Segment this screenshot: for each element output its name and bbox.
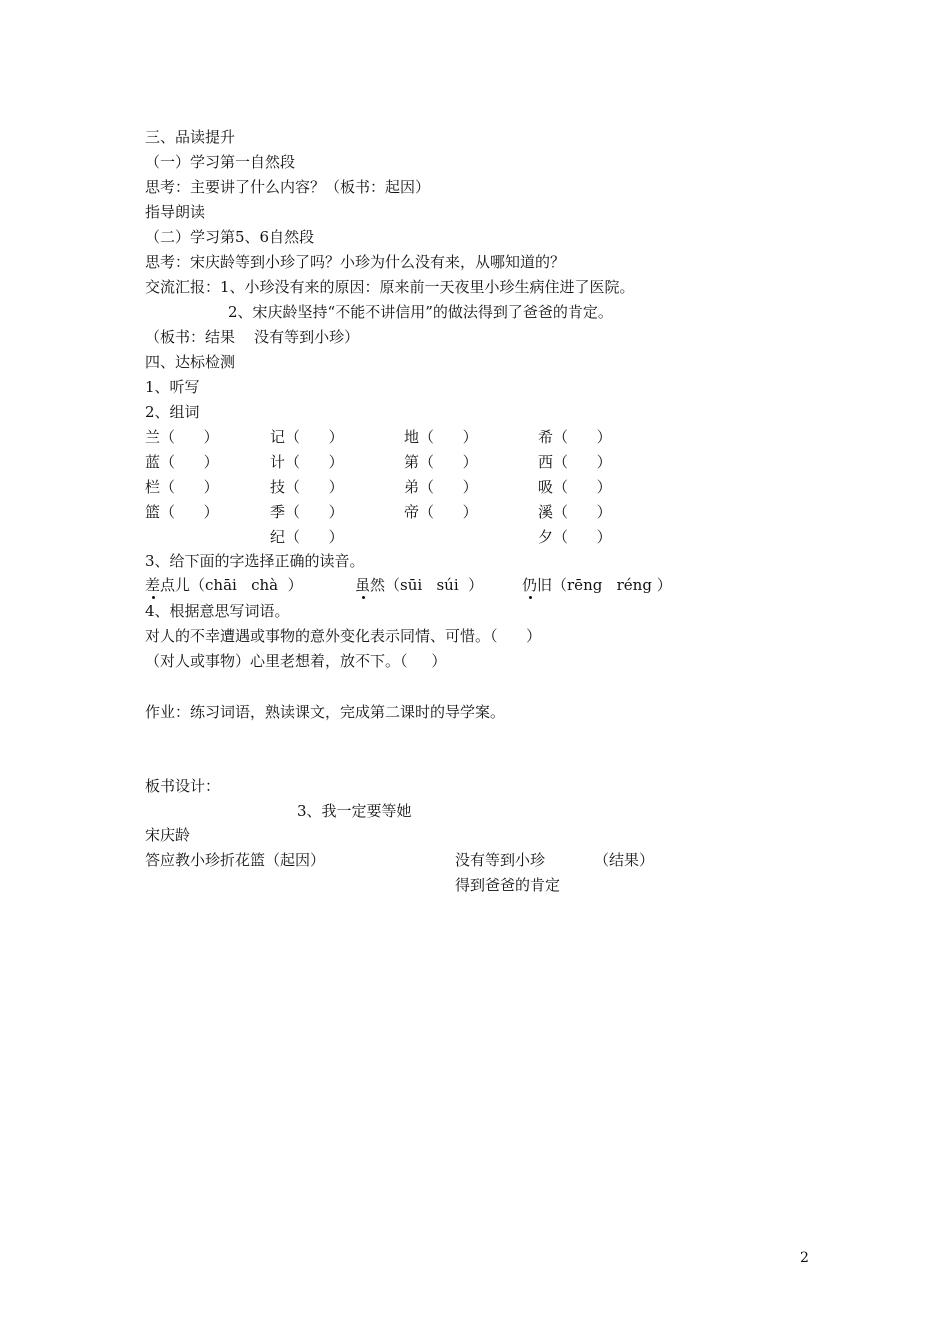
board-result-label: （结果） — [594, 851, 655, 869]
board-praise: 得到爸爸的肯定 — [455, 876, 561, 894]
pronunciation-options: 点儿（chāi chà ） — [160, 576, 303, 594]
word-cell: 兰（ ） — [145, 428, 219, 446]
subsection-two-heading: （二）学习第5、6自然段 — [145, 228, 315, 246]
homework-line: 作业：练习词语，熟读课文，完成第二课时的导学案。 — [145, 703, 506, 721]
word-cell: 弟（ ） — [404, 478, 478, 496]
word-cell: 夕（ ） — [538, 528, 612, 546]
word-group-heading: 2、组词 — [145, 403, 200, 421]
word-cell: 溪（ ） — [538, 503, 612, 521]
dotted-char: 虽 — [355, 576, 371, 594]
word-cell: 篮（ ） — [145, 503, 219, 521]
board-title: 3、我一定要等她 — [297, 802, 412, 820]
section-three-heading: 三、品读提升 — [145, 128, 236, 146]
word-cell: 西（ ） — [538, 453, 612, 471]
meaning-line-2: （对人或事物）心里老想着，放不下。（ ） — [145, 652, 447, 670]
meaning-heading: 4、根据意思写词语。 — [145, 602, 290, 620]
pronunciation-options: 旧（rēng réng ） — [537, 576, 672, 594]
word-cell: 蓝（ ） — [145, 453, 219, 471]
word-cell: 季（ ） — [270, 503, 344, 521]
word-cell: 帝（ ） — [404, 503, 478, 521]
dotted-char: 差 — [145, 576, 161, 594]
report-line-1: 交流汇报：1、小珍没有来的原因：原来前一天夜里小珍生病住进了医院。 — [145, 278, 635, 296]
guide-reading-line: 指导朗读 — [145, 203, 206, 221]
section-four-heading: 四、达标检测 — [145, 353, 236, 371]
page-number: 2 — [800, 1250, 809, 1266]
board-note-line: （板书：结果 没有等到小珍） — [145, 328, 360, 346]
think-line-2: 思考：宋庆龄等到小珍了吗？小珍为什么没有来，从哪知道的？ — [145, 253, 566, 271]
pronunciation-options: 然（sūi súi ） — [370, 576, 484, 594]
think-line-1: 思考：主要讲了什么内容？（板书：起因） — [145, 178, 431, 196]
pronunciation-item — [145, 575, 303, 595]
word-cell: 计（ ） — [270, 453, 344, 471]
word-cell: 地（ ） — [404, 428, 478, 446]
board-cause: 答应教小珍折花篮（起因） — [145, 851, 326, 869]
report-line-2: 2、宋庆龄坚持“不能不讲信用”的做法得到了爸爸的肯定。 — [228, 303, 613, 321]
board-result: 没有等到小珍 — [455, 851, 546, 869]
word-cell: 第（ ） — [404, 453, 478, 471]
pronunciation-item — [522, 575, 672, 595]
meaning-line-1: 对人的不幸遭遇或事物的意外变化表示同情、可惜。（ ） — [145, 627, 542, 645]
dictation-line: 1、听写 — [145, 378, 200, 396]
board-name: 宋庆龄 — [145, 826, 191, 844]
word-cell: 吸（ ） — [538, 478, 612, 496]
word-cell: 纪（ ） — [270, 528, 344, 546]
dotted-char: 仍 — [522, 576, 538, 594]
pronunciation-item — [355, 575, 483, 595]
pronunciation-heading: 3、给下面的字选择正确的读音。 — [145, 552, 365, 570]
word-cell: 技（ ） — [270, 478, 344, 496]
subsection-one-heading: （一）学习第一自然段 — [145, 153, 296, 171]
word-cell: 希（ ） — [538, 428, 612, 446]
word-cell: 记（ ） — [270, 428, 344, 446]
board-design-label: 板书设计： — [145, 777, 221, 795]
word-cell: 栏（ ） — [145, 478, 219, 496]
